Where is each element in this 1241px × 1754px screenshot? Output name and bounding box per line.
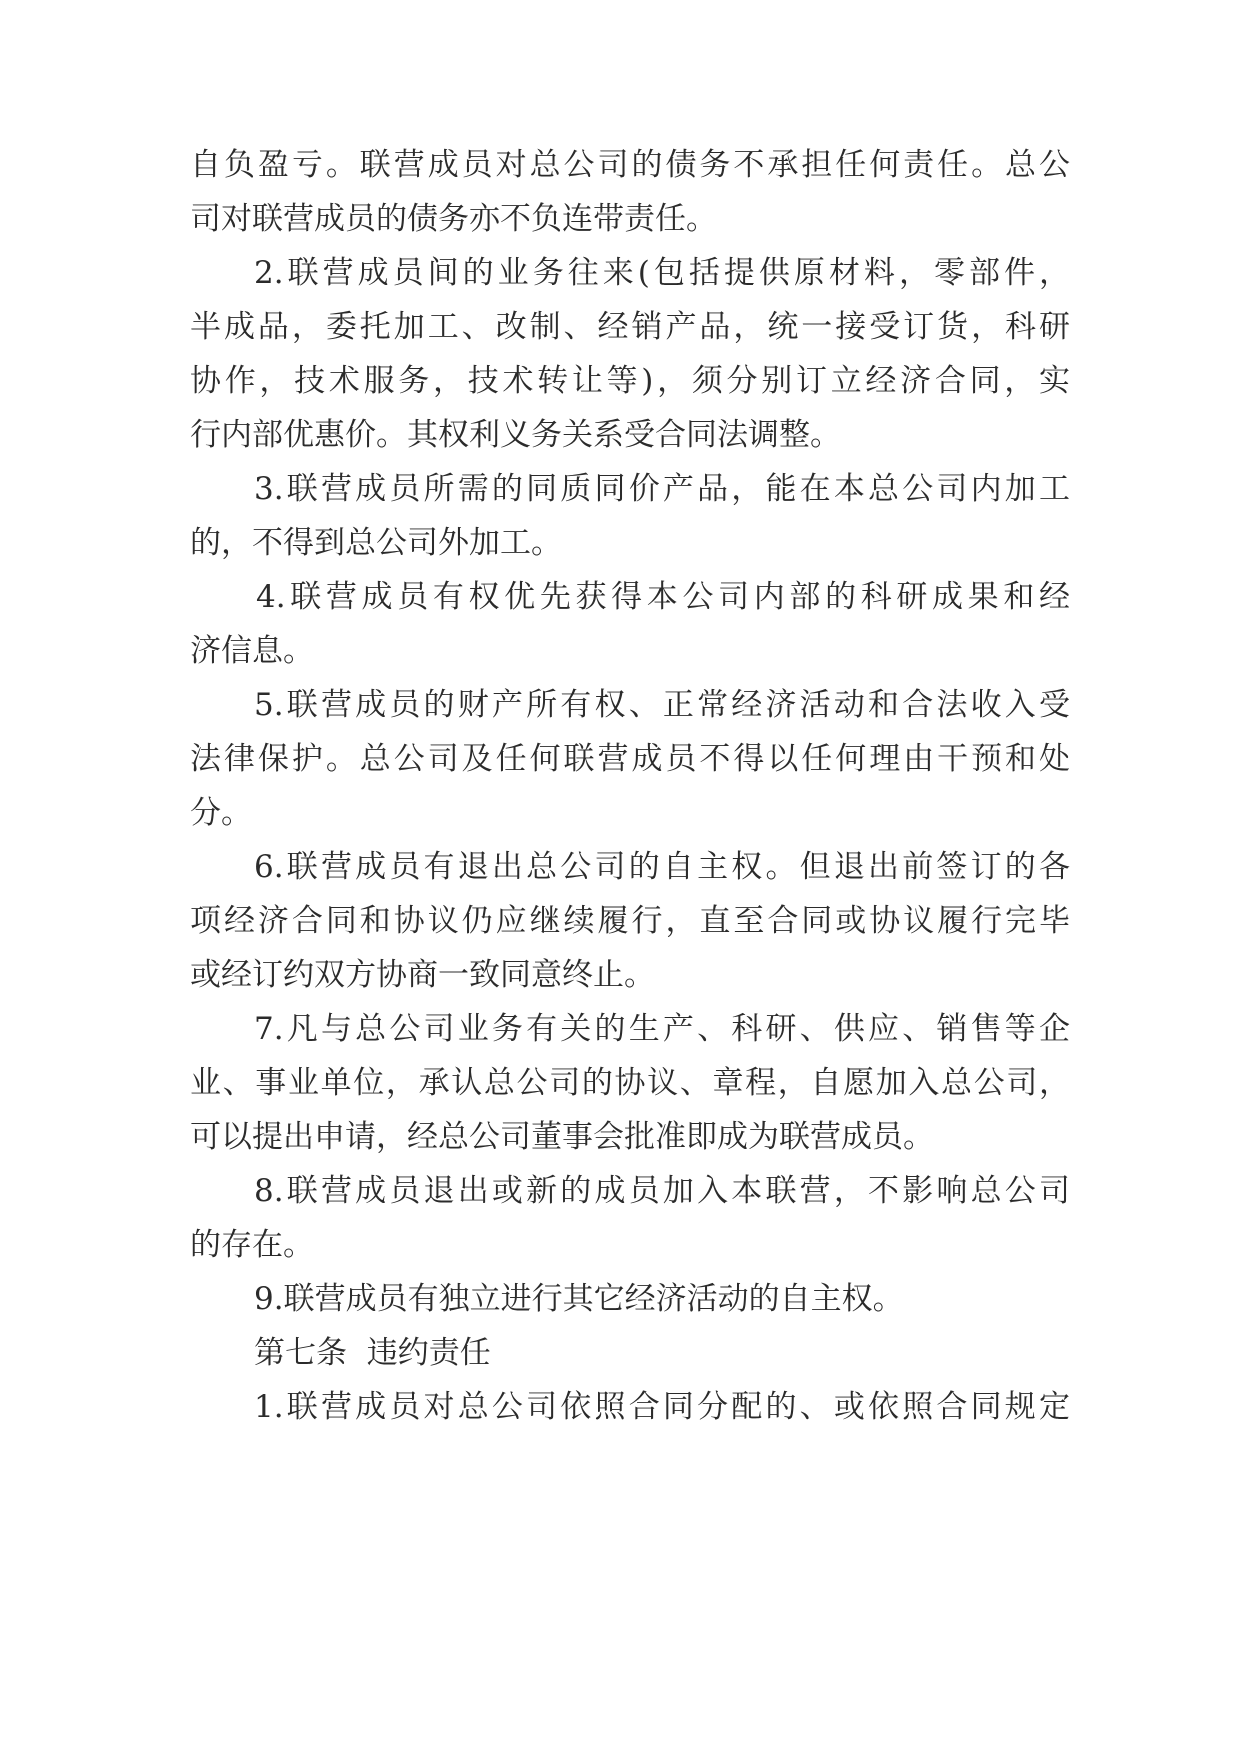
text-line-21: 的存在。 [190,1227,314,1263]
text-line-17: 7.凡与总公司业务有关的生产、科研、供应、销售等企 [254,1011,1070,1047]
text-line-8: 的，不得到总公司外加工。 [190,525,562,561]
text-line-2: 司对联营成员的债务亦不负连带责任。 [190,201,717,237]
text-line-5: 协作，技术服务，技术转让等)，须分别订立经济合同，实 [190,363,1070,399]
text-line-18: 业、事业单位，承认总公司的协议、章程，自愿加入总公司， [190,1065,1070,1101]
text-line-1: 自负盈亏。联营成员对总公司的债务不承担任何责任。总公 [190,147,1070,183]
text-line-7: 3.联营成员所需的同质同价产品，能在本总公司内加工 [254,471,1070,507]
text-line-3: 2.联营成员间的业务往来(包括提供原材料，零部件， [254,255,1070,291]
text-line-13: 分。 [190,795,252,831]
text-line-15: 项经济合同和协议仍应继续履行，直至合同或协议履行完毕 [190,903,1070,939]
text-line-16: 或经订约双方协商一致同意终止。 [190,957,655,993]
text-line-4: 半成品，委托加工、改制、经销产品，统一接受订货，科研 [190,309,1070,345]
text-line-19: 可以提出申请，经总公司董事会批准即成为联营成员。 [190,1119,934,1155]
section-heading: 第七条 违约责任 [254,1335,491,1371]
text-line-14: 6.联营成员有退出总公司的自主权。但退出前签订的各 [254,849,1070,885]
text-line-22: 9.联营成员有独立进行其它经济活动的自主权。 [254,1281,904,1317]
text-line-12: 法律保护。总公司及任何联营成员不得以任何理由干预和处 [190,741,1070,777]
text-line-24: 1.联营成员对总公司依照合同分配的、或依照合同规定 [254,1389,1070,1425]
text-line-6: 行内部优惠价。其权利义务关系受合同法调整。 [190,417,841,453]
text-line-10: 济信息。 [190,633,314,669]
text-line-11: 5.联营成员的财产所有权、正常经济活动和合法收入受 [254,687,1070,723]
text-line-20: 8.联营成员退出或新的成员加入本联营，不影响总公司 [254,1173,1070,1209]
text-line-9: 4.联营成员有权优先获得本公司内部的科研成果和经 [256,579,1070,615]
